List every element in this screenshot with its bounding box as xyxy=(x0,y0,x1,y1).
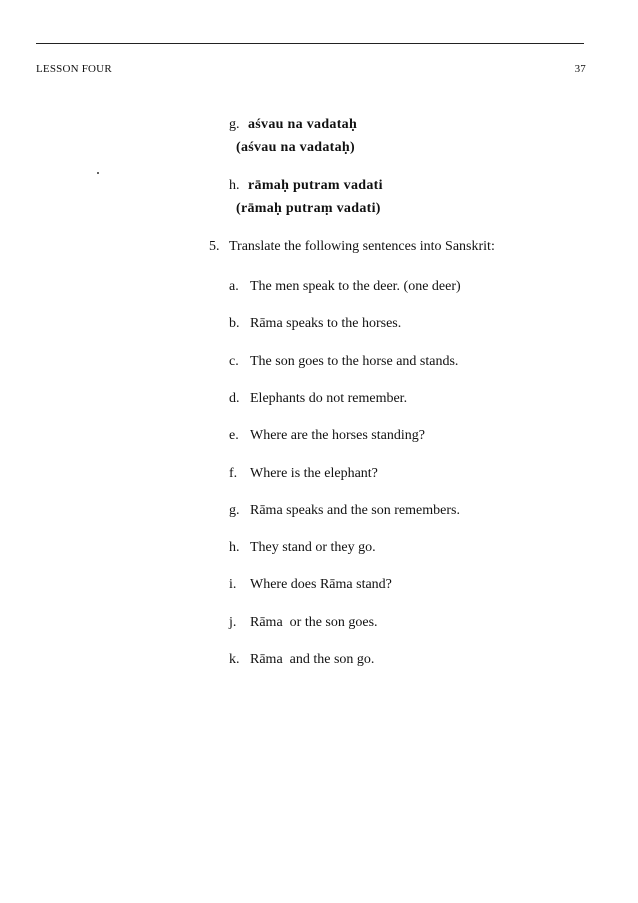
item-letter: a. xyxy=(229,279,239,294)
item-letter: b. xyxy=(229,316,240,331)
item-letter: f. xyxy=(229,466,238,481)
item-letter: d. xyxy=(229,391,240,406)
item-letter: e. xyxy=(229,428,239,443)
list-item xyxy=(229,391,408,407)
list-item xyxy=(229,279,461,295)
exercise-instruction: Translate the following sentences into Sanskrit: xyxy=(229,239,495,254)
list-item xyxy=(229,428,425,444)
transliteration-text: (rāmaḥ putraṃ vadati) xyxy=(236,201,381,216)
item-letter: k. xyxy=(229,652,240,667)
item-letter: i. xyxy=(229,577,237,592)
list-item xyxy=(229,577,392,593)
item-text: Where is the elephant? xyxy=(250,466,378,481)
stray-mark xyxy=(97,172,99,174)
item-letter: h. xyxy=(229,540,240,555)
item-text: Elephants do not remember. xyxy=(250,391,408,406)
item-text: Where does Rāma stand? xyxy=(250,577,392,592)
item-text: The men speak to the deer. (one deer) xyxy=(250,279,461,294)
exercise-heading xyxy=(209,239,495,255)
item-text: Where are the horses standing? xyxy=(250,428,425,443)
item-letter: j. xyxy=(229,615,237,630)
item-text: Rāma or the son goes. xyxy=(250,615,378,630)
list-item xyxy=(229,354,459,370)
list-item xyxy=(229,652,375,668)
list-item xyxy=(229,316,402,332)
item-letter: c. xyxy=(229,354,239,369)
list-item xyxy=(229,503,460,519)
list-item xyxy=(229,466,378,482)
item-text: Rāma speaks to the horses. xyxy=(250,316,402,331)
item-letter: g. xyxy=(229,117,240,132)
header-rule xyxy=(36,43,584,44)
item-letter: h. xyxy=(229,178,240,193)
running-header: LESSON FOUR xyxy=(36,63,112,75)
sanskrit-text: rāmaḥ putram vadati xyxy=(248,178,383,193)
item-text: They stand or they go. xyxy=(250,540,376,555)
list-item xyxy=(229,540,376,556)
page-number: 37 xyxy=(574,63,586,75)
list-item xyxy=(229,117,358,133)
item-letter: g. xyxy=(229,503,240,518)
item-text: Rāma and the son go. xyxy=(250,652,375,667)
list-item xyxy=(229,178,383,194)
item-text: Rāma speaks and the son remembers. xyxy=(250,503,460,518)
transliteration-text: (aśvau na vadataḥ) xyxy=(236,140,355,155)
sanskrit-text: aśvau na vadataḥ xyxy=(248,117,358,132)
list-item xyxy=(229,615,378,631)
item-text: The son goes to the horse and stands. xyxy=(250,354,459,369)
exercise-number: 5. xyxy=(209,239,220,254)
